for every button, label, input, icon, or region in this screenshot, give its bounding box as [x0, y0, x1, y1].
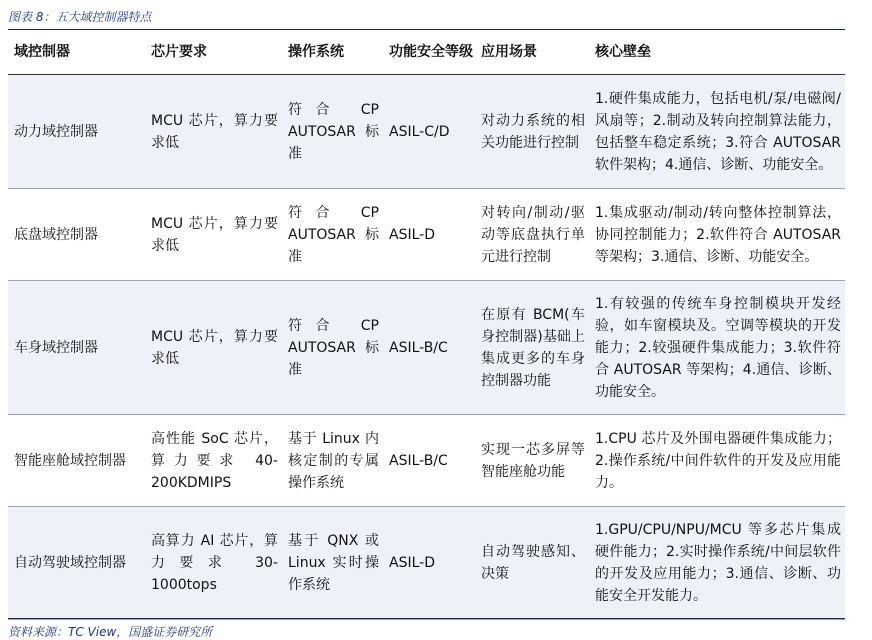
cell-os: 基于 Linux 内核定制的专属操作系统: [282, 415, 383, 507]
cell-asil: ASIL-C/D: [383, 75, 475, 189]
table-row: [8, 415, 845, 507]
cell-barrier: 1.有较强的传统车身控制模块开发经验，如车窗模块及。空调等模块的开发能力；2.较强硬件集成能力；3.软件符合 AUTOSAR 等架构；4.通信、诊断、功能安全。: [589, 281, 845, 415]
header-scenario: 应用场景: [475, 30, 589, 75]
cell-barrier: 1.CPU 芯片及外围电器硬件集成能力；2.操作系统/中间件软件的开发及应用能力。: [589, 415, 845, 507]
header-chip: 芯片要求: [145, 30, 282, 75]
cell-scenario: 对转向/制动/驱动等底盘执行单元进行控制: [475, 189, 589, 281]
cell-asil: ASIL-D: [383, 507, 475, 620]
table-header-row: [8, 30, 845, 75]
cell-chip: 高性能 SoC 芯片，算力要求 40-200KDMIPS: [145, 415, 282, 507]
header-asil: 功能安全等级: [383, 30, 475, 75]
cell-chip: MCU 芯片，算力要求低: [145, 75, 282, 189]
table-row: [8, 189, 845, 281]
cell-domain: 车身域控制器: [8, 281, 145, 415]
cell-barrier: 1.硬件集成能力，包括电机/泵/电磁阀/风扇等；2.制动及转向控制算法能力，包括整车稳定系统；3.符合 AUTOSAR 软件架构；4.通信、诊断、功能安全。: [589, 75, 845, 189]
cell-domain: 动力域控制器: [8, 75, 145, 189]
cell-domain: 自动驾驶域控制器: [8, 507, 145, 620]
cell-asil: ASIL-D: [383, 189, 475, 281]
cell-asil: ASIL-B/C: [383, 281, 475, 415]
cell-barrier: 1.GPU/CPU/NPU/MCU 等多芯片集成硬件能力；2.实时操作系统/中间层软件的开发及应用能力；3.通信、诊断、功能安全开发能力。: [589, 507, 845, 620]
cell-scenario: 对动力系统的相关功能进行控制: [475, 75, 589, 189]
cell-os: 符合 CP AUTOSAR 标准: [282, 189, 383, 281]
cell-domain: 智能座舱域控制器: [8, 415, 145, 507]
figure-title: 图表 8：五大域控制器特点: [8, 10, 152, 24]
cell-scenario: 在原有 BCM(车身控制器)基础上集成更多的车身控制器功能: [475, 281, 589, 415]
cell-chip: 高算力 AI 芯片，算力要求 30-1000tops: [145, 507, 282, 620]
header-barrier: 核心壁垒: [589, 30, 845, 75]
cell-scenario: 自动驾驶感知、决策: [475, 507, 589, 620]
cell-barrier: 1.集成驱动/制动/转向整体控制算法，协同控制能力；2.软件符合 AUTOSAR 等架构；3.通信、诊断、功能安全。: [589, 189, 845, 281]
table-row: [8, 75, 845, 189]
table-row: [8, 507, 845, 620]
cell-os: 符合 CP AUTOSAR 标准: [282, 75, 383, 189]
cell-chip: MCU 芯片，算力要求低: [145, 189, 282, 281]
domain-controller-table: [8, 30, 845, 620]
table-row: [8, 281, 845, 415]
cell-chip: MCU 芯片，算力要求低: [145, 281, 282, 415]
cell-asil: ASIL-B/C: [383, 415, 475, 507]
source-note: 资料来源：TC View，国盛证券研究所: [8, 625, 213, 639]
header-domain: 域控制器: [8, 30, 145, 75]
cell-os: 基于 QNX 或 Linux 实时操作系统: [282, 507, 383, 620]
header-os: 操作系统: [282, 30, 383, 75]
cell-os: 符合 CP AUTOSAR 标准: [282, 281, 383, 415]
bottom-rule: [8, 618, 845, 619]
cell-domain: 底盘域控制器: [8, 189, 145, 281]
cell-scenario: 实现一芯多屏等智能座舱功能: [475, 415, 589, 507]
